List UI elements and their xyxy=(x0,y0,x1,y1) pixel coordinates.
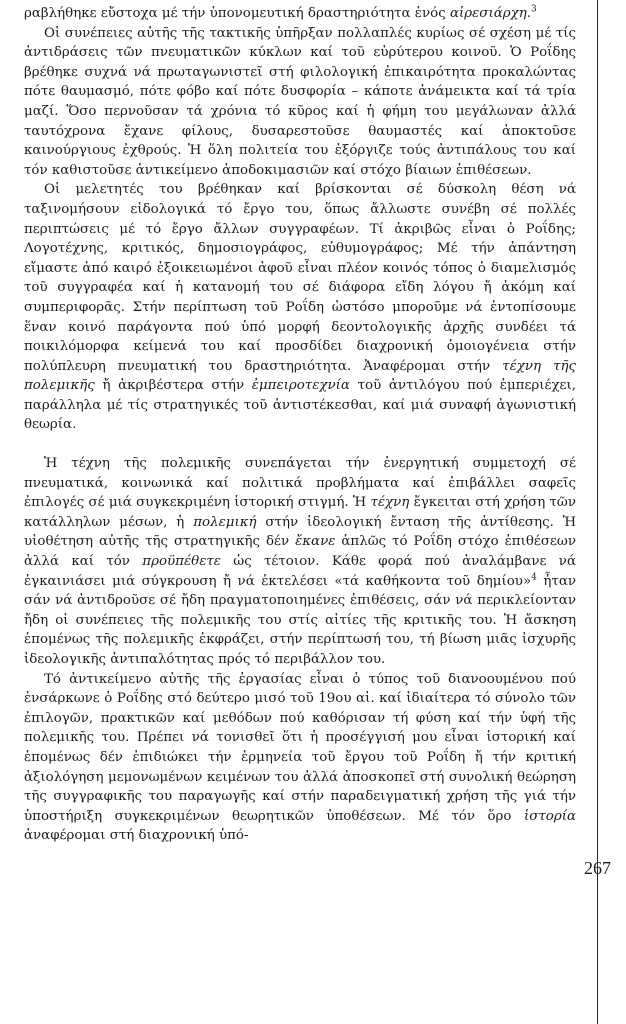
paragraph: Τό ἀντικείμενο αὐτῆς τῆς ἐργασίας εἶναι ὁ τύπος τοῦ διανοουμένου πού ἐνσάρκωνε ὁ Ροΐδης στό δεύτερο μισό τοῦ 19ου αἰ. καί ἰδιαίτερα τό σύνολο τῶν ἐπιλογῶν, πρακτικῶν καί μεθόδων πού καθόρισαν τή φύση καί τήν ὑφή τῆς πολεμικῆς του. Πρέπει νά τονισθεῖ ὅτι ἡ προσέγγισή μου εἶναι ἱστορική καί ἑπομένως δέν ἐπιδιώκει τήν ἑρμηνεία τοῦ ἔργου τοῦ Ροΐδη ἤ τήν κριτική ἀξιολόγηση μεμονωμένων κειμένων του ἀλλά ἀποσκοπεῖ στή συνολική θεώρηση τῆς συγγραφικῆς του παραγωγῆς καί στήν παραδειγματική χρήση τῆς γιά τήν ὑποστήριξη συγκεκριμένων θεωρητικῶν ὑποθέσεων. Μέ τόν ὅρο ἱστορία ἀναφέρομαι στή διαχρονική ὑπό- xyxy=(24,671,576,844)
body-text xyxy=(24,4,576,846)
emphasis: ἱστορία xyxy=(523,808,576,824)
emphasis: ἔκανε xyxy=(295,534,336,550)
emphasis: προϋπέθετε xyxy=(142,554,221,570)
page-number: 267 xyxy=(584,858,611,878)
emphasis: ἐμπειροτεχνία xyxy=(251,378,350,394)
paragraph: Οἱ μελετητές του βρέθηκαν καί βρίσκονται σέ δύσκολη θέση νά ταξινομήσουν εἰδολογικά τό ἔργο του, ὅπως ἄλλωστε συνέβη σέ πολλές περιπτώσεις μέ τό ἔργο ἄλλων συγγραφέων. Τί ἀκριβῶς εἶναι ὁ Ροΐδης; Λογοτέχνης, κριτικός, δημοσιογράφος, εὐθυμογράφος; Μέ τήν ἀπάντηση εἴμαστε ἀπό καιρό ἐξοικειωμένοι ἀφοῦ εἶναι πλέον κοινός τόπος ὁ διαμελισμός τοῦ συγγραφέα καί ἡ κατανομή του σέ διάφορα εἴδη λόγου ἤ ἀκόμη καί συμπεριφορᾶς. Στήν περίπτωση τοῦ Ροΐδη ὡστόσο μποροῦμε νά ἐντοπίσουμε ἕναν κοινό παράγοντα πού ὑπό μορφή δεοντολογικῆς ἀρχῆς συνδέει τά ποικιλόμορφα κείμενά του καί προσδίδει διαχρονική ὁμοιογένεια στήν πολύπλευρη πνευματική του δραστηριότητα. Ἀναφέρομαι στήν τέχνη τῆς πολεμικῆς ἤ ἀκριβέστερα στήν ἐμπειροτεχνία τοῦ ἀντιλόγου πού ἐμπεριέχει, παράλληλα μέ τίς στρατηγικές τοῦ ἀντιστέκεσθαι, καί μιά συναφή ἀγωνιστική θεωρία. xyxy=(24,182,577,433)
emphasis: τέχνη τῆς πολεμικῆς xyxy=(24,358,577,394)
footnote-ref: 3 xyxy=(531,4,537,15)
paragraph-continued: ραβλήθηκε εὔστοχα μέ τήν ὑπονομευτική δραστηριότητα ἑνός αἱρεσιάρχη.$^3$ xyxy=(24,4,537,21)
section-gap xyxy=(24,435,576,454)
footnote-ref: 4 xyxy=(531,572,537,583)
emphasis: πολεμική xyxy=(193,514,257,530)
paragraph: Ἡ τέχνη τῆς πολεμικῆς συνεπάγεται τήν ἐνεργητική συμμετοχή σέ πνευματικά, κοινωνικά καί πολιτικά προβλήματα καί ἐπιβάλλει σαφεῖς ἐπιλογές σέ μιά συγκεκριμένη ἱστορική στιγμή. Ἡ τέχνη ἔγκειται στή χρήση τῶν κατάλληλων μέσων, ἡ πολεμική στήν ἰδεολογική ἔνταση τῆς ἀντίθεσης. Ἡ υἱοθέτηση αὐτῆς τῆς στρατηγικῆς δέν ἔκανε ἁπλῶς τό Ροΐδη στόχο ἐπιθέσεων ἀλλά καί τόν προϋπέθετε ὡς τέτοιον. Κάθε φορά πού ἀναλάμβανε νά ἐγκαινιάσει μιά σύγκρουση ἤ νά ἐκτελέσει «τά καθήκοντα τοῦ δημίου»$^4$ ἦταν σάν νά ἀντιδροῦσε σέ ἤδη πραγματοποιημένες ἐπιθέσεις, σάν νά περικλείονταν ἤδη οἱ συνέπειες τῆς πολεμικῆς του στίς αἰτίες τῆς κριτικῆς του. Ἡ ἄσκηση ἑπομένως τῆς πολεμικῆς ἐκφράζει, στήν περίπτωσή του, τή βίωση μιᾶς ἰσχυρῆς ἰδεολογικῆς ἀντιπαλότητας πρός τό περιβάλλον του. xyxy=(24,456,577,667)
paragraph: Οἱ συνέπειες αὐτῆς τῆς τακτικῆς ὑπῆρξαν πολλαπλές κυρίως σέ σχέση μέ τίς ἀντιδράσεις τῶν πνευματικῶν κύκλων καί τοῦ εὐρύτερου κοινοῦ. Ὁ Ροΐδης βρέθηκε συχνά νά πρωταγωνιστεῖ στή φιλολογική ἐπικαιρότητα προκαλώντας πότε θαυμασμό, πότε φόβο καί πότε δυσφορία – κάποτε ἀνάμεικτα καί τά τρία μαζί. Ὅσο περνοῦσαν τά χρόνια τό κῦρος καί ἡ φήμη του μεγάλωναν ἀλλά ταυτόχρονα ἔχανε φίλους, δυσαρεστοῦσε θαυμαστές καί ἀποκτοῦσε καινούργιους ἐχθρούς. Ἡ ὅλη πολιτεία του ἐξόργιζε τούς ἀντιπάλους του καί τόν καθιστοῦσε ἀντικείμενο ἀποδοκιμασιῶν καί στόχο βίαιων ἐπιθέσεων. xyxy=(24,25,576,178)
emphasis: αἱρεσιάρχη xyxy=(449,6,527,21)
emphasis: τέχνη xyxy=(370,495,410,511)
